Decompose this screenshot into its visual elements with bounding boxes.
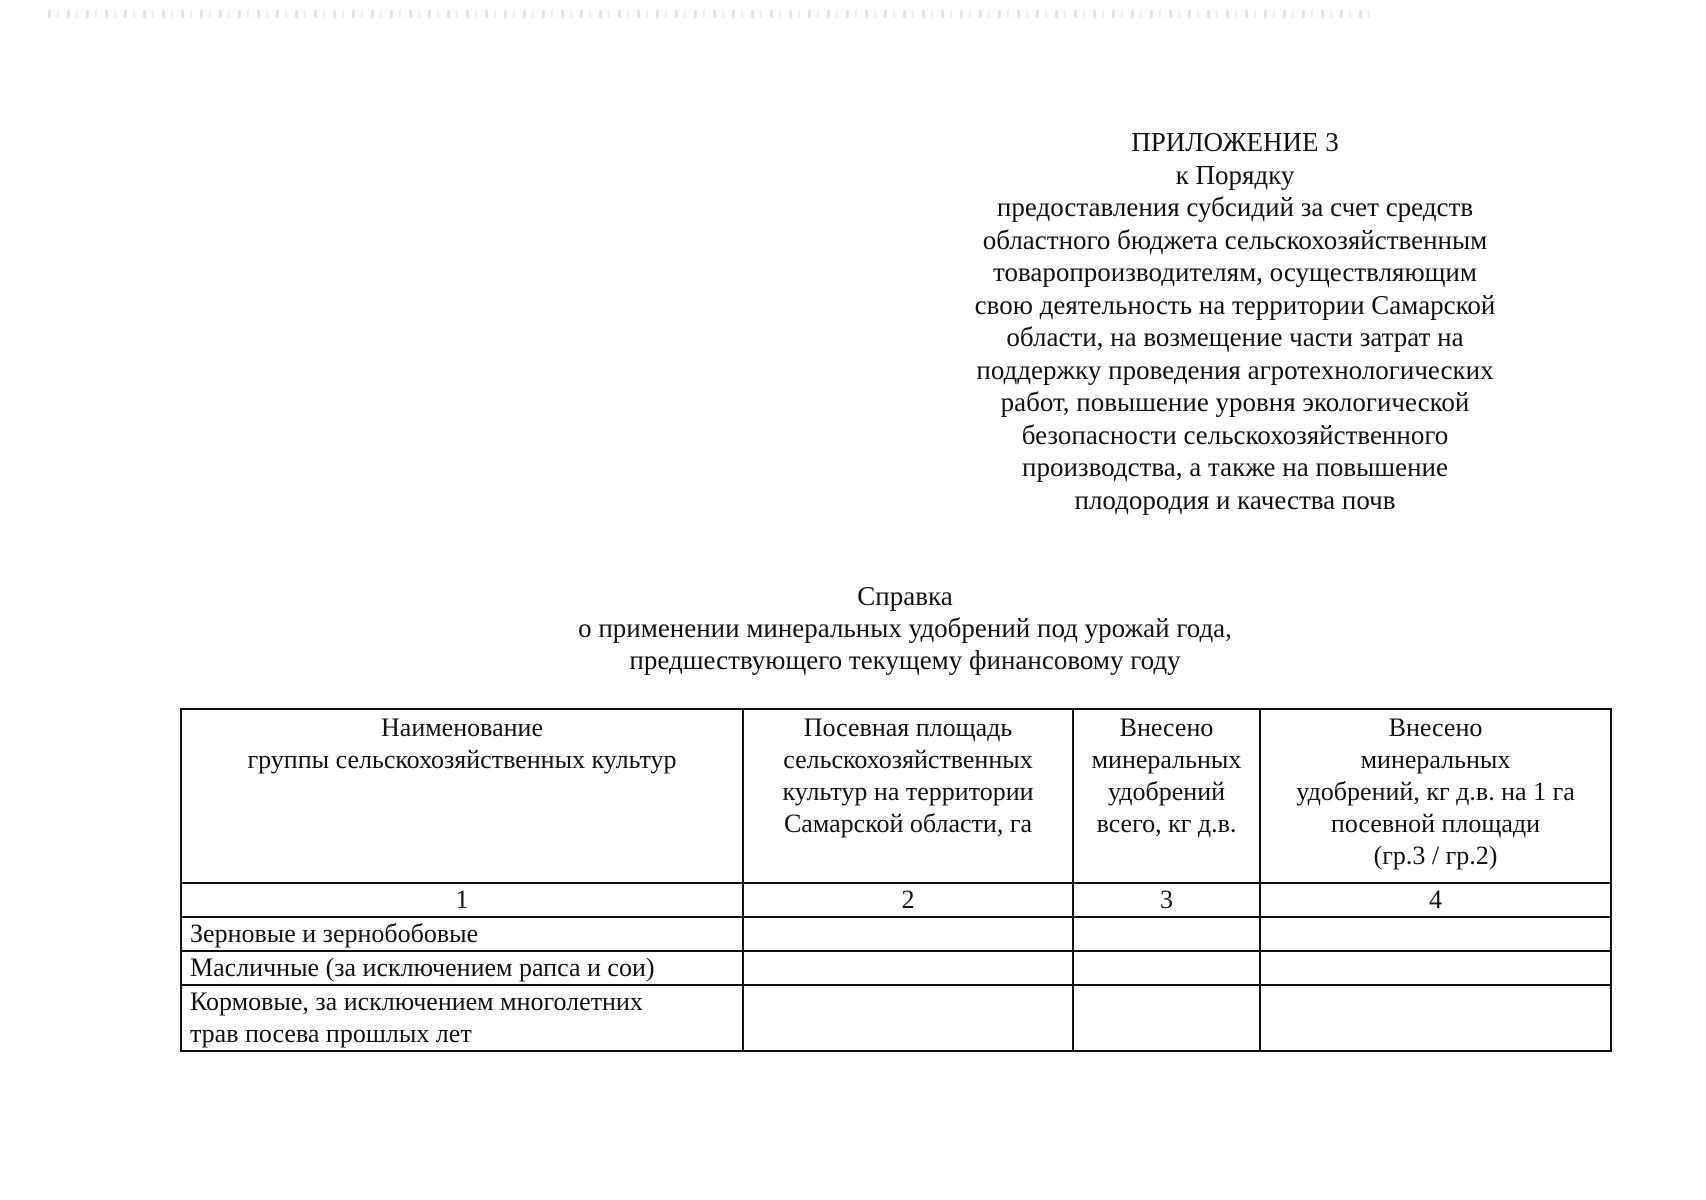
title-line: Справка — [857, 581, 953, 611]
sown-area-cell — [743, 917, 1073, 951]
title-line: предшествующего текущему финансовому году — [629, 645, 1181, 675]
annex-block — [900, 126, 1570, 516]
annex-line: областного бюджета сельскохозяйственным — [982, 224, 1488, 255]
sown-area-cell — [743, 985, 1073, 1051]
crop-group-name: трав посева прошлых лет — [190, 1019, 472, 1048]
annex-line: плодородия и качества почв — [1074, 484, 1396, 515]
crop-group-cell — [181, 985, 743, 1051]
fertilizer-per-ha-cell — [1260, 951, 1611, 985]
header-line: минеральных — [1091, 745, 1242, 774]
header-line: Самарской области, га — [783, 809, 1033, 838]
table-header-row — [181, 709, 1611, 883]
header-line: сельскохозяйственных — [783, 745, 1033, 774]
column-number-row — [181, 883, 1611, 917]
annex-line: к Порядку — [1175, 159, 1295, 190]
crop-group-name: Зерновые и зернобобовые — [190, 919, 479, 948]
header-line: Наименование — [381, 713, 543, 742]
header-line: минеральных — [1360, 745, 1511, 774]
annex-line: работ, повышение уровня экологической — [1000, 387, 1470, 417]
header-line: удобрений — [1107, 777, 1226, 806]
annex-line: товаропроизводителям, осуществляющим — [993, 257, 1477, 287]
annex-line: области, на возмещение части затрат на — [1006, 322, 1464, 352]
crop-group-cell — [181, 951, 743, 985]
document-title — [420, 580, 1390, 676]
title-line: о применении минеральных удобрений под урожай года, — [578, 613, 1232, 643]
annex-line: предоставления субсидий за счет средств — [996, 192, 1474, 222]
fertilizer-per-ha-cell — [1260, 917, 1611, 951]
header-crop-group — [181, 709, 743, 883]
header-line: группы сельскохозяйственных культур — [247, 745, 677, 774]
column-number: 1 — [181, 883, 743, 917]
crop-group-name: Кормовые, за исключением многолетних — [190, 987, 643, 1016]
column-number: 2 — [743, 883, 1073, 917]
fertilizer-total-cell — [1073, 985, 1260, 1051]
scan-artifact — [48, 10, 1378, 18]
annex-line: поддержку проведения агротехнологических — [976, 354, 1494, 385]
annex-line: ПРИЛОЖЕНИЕ 3 — [1131, 127, 1339, 157]
column-number: 3 — [1073, 883, 1260, 917]
header-line: удобрений, кг д.в. на 1 га — [1296, 777, 1575, 806]
header-line: Посевная площадь — [803, 713, 1013, 742]
fertilizer-report-table — [180, 708, 1612, 1052]
header-line: культур на территории — [782, 777, 1034, 806]
column-number: 4 — [1260, 883, 1611, 917]
table-row — [181, 917, 1611, 951]
annex-line: безопасности сельскохозяйственного — [1021, 419, 1449, 450]
annex-line: свою деятельность на территории Самарской — [974, 289, 1496, 320]
header-sown-area — [743, 709, 1073, 883]
header-line: Внесено — [1388, 713, 1483, 742]
crop-group-name: Масличные (за исключением рапса и сои) — [190, 953, 655, 982]
crop-group-cell — [181, 917, 743, 951]
header-line: (гр.3 / гр.2) — [1373, 841, 1498, 870]
header-line: всего, кг д.в. — [1096, 809, 1237, 838]
fertilizer-total-cell — [1073, 951, 1260, 985]
table-row — [181, 951, 1611, 985]
annex-line: производства, а также на повышение — [1022, 452, 1448, 482]
fertilizer-total-cell — [1073, 917, 1260, 951]
sown-area-cell — [743, 951, 1073, 985]
table-row — [181, 985, 1611, 1051]
header-fertilizer-total — [1073, 709, 1260, 883]
fertilizer-per-ha-cell — [1260, 985, 1611, 1051]
header-line: Внесено — [1119, 713, 1214, 742]
header-line: посевной площади — [1330, 809, 1541, 838]
header-fertilizer-per-ha — [1260, 709, 1611, 883]
